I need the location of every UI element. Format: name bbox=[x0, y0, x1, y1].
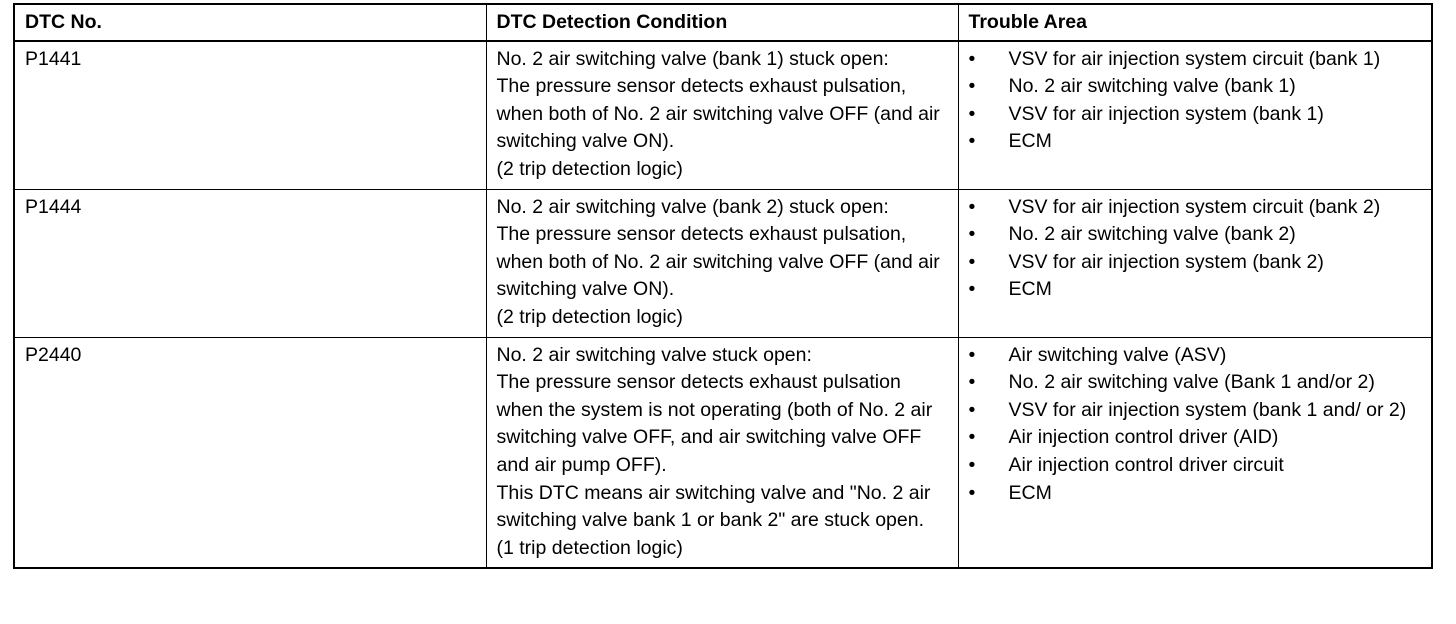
trouble-area-list bbox=[969, 342, 1422, 508]
trouble-area-text: VSV for air injection system circuit (bank 1) bbox=[1008, 47, 1381, 70]
list-item bbox=[969, 397, 1422, 425]
list-item bbox=[969, 73, 1422, 101]
condition-line: (2 trip detection logic) bbox=[496, 305, 683, 328]
list-item bbox=[969, 194, 1422, 222]
list-item bbox=[969, 480, 1422, 508]
bullet-icon: • bbox=[968, 426, 976, 449]
trouble-area-text: VSV for air injection system (bank 1 and/ or 2) bbox=[1008, 398, 1407, 421]
bullet-icon: • bbox=[968, 250, 976, 273]
bullet-icon: • bbox=[968, 481, 976, 504]
table-row bbox=[14, 41, 1432, 189]
header-detection-condition: DTC Detection Condition bbox=[486, 4, 958, 41]
trouble-area-list bbox=[969, 194, 1422, 304]
table-row bbox=[14, 189, 1432, 337]
detection-condition-cell bbox=[486, 189, 958, 337]
bullet-icon: • bbox=[968, 453, 976, 476]
list-item bbox=[969, 276, 1422, 304]
trouble-area-cell bbox=[958, 41, 1432, 189]
trouble-area-text: VSV for air injection system circuit (bank 2) bbox=[1008, 195, 1381, 218]
condition-line: The pressure sensor detects exhaust pulsation, when both of No. 2 air switching valve OFF (and air switching valve ON). bbox=[496, 223, 940, 301]
detection-condition-cell bbox=[486, 337, 958, 568]
bullet-icon: • bbox=[968, 398, 976, 421]
list-item bbox=[969, 46, 1422, 74]
condition-line: This DTC means air switching valve and "No. 2 air switching valve bank 1 or bank 2" are stuck open. bbox=[496, 481, 931, 532]
trouble-area-text: ECM bbox=[1008, 130, 1052, 153]
list-item bbox=[969, 249, 1422, 277]
bullet-icon: • bbox=[968, 47, 976, 70]
bullet-icon: • bbox=[968, 343, 976, 366]
dtc-code-cell: P1444 bbox=[14, 189, 486, 337]
trouble-area-text: Air switching valve (ASV) bbox=[1008, 343, 1227, 366]
trouble-area-cell bbox=[958, 337, 1432, 568]
dtc-code-cell: P1441 bbox=[14, 41, 486, 189]
bullet-icon: • bbox=[968, 102, 976, 125]
condition-line: No. 2 air switching valve (bank 1) stuck open: bbox=[496, 47, 889, 70]
list-item bbox=[969, 424, 1422, 452]
list-item bbox=[969, 128, 1422, 156]
trouble-area-text: Air injection control driver (AID) bbox=[1008, 426, 1279, 449]
condition-line: (1 trip detection logic) bbox=[496, 536, 683, 559]
list-item bbox=[969, 221, 1422, 249]
trouble-area-text: Air injection control driver circuit bbox=[1008, 453, 1284, 476]
trouble-area-text: No. 2 air switching valve (bank 1) bbox=[1008, 75, 1296, 98]
bullet-icon: • bbox=[968, 223, 976, 246]
bullet-icon: • bbox=[968, 195, 976, 218]
trouble-area-text: ECM bbox=[1008, 481, 1052, 504]
table-row bbox=[14, 337, 1432, 568]
condition-line: The pressure sensor detects exhaust pulsation when the system is not operating (both of No. 2 air switching valve OFF, and air switching valve OFF and air pump OFF). bbox=[496, 371, 933, 476]
condition-line: (2 trip detection logic) bbox=[496, 157, 683, 180]
detection-condition-cell bbox=[486, 41, 958, 189]
header-trouble-area: Trouble Area bbox=[958, 4, 1432, 41]
list-item bbox=[969, 452, 1422, 480]
list-item bbox=[969, 369, 1422, 397]
bullet-icon: • bbox=[968, 371, 976, 394]
bullet-icon: • bbox=[968, 75, 976, 98]
trouble-area-text: No. 2 air switching valve (Bank 1 and/or 2) bbox=[1008, 371, 1375, 394]
trouble-area-text: VSV for air injection system (bank 1) bbox=[1008, 102, 1324, 125]
bullet-icon: • bbox=[968, 278, 976, 301]
dtc-table bbox=[13, 3, 1433, 569]
trouble-area-list bbox=[969, 46, 1422, 156]
condition-line: No. 2 air switching valve (bank 2) stuck open: bbox=[496, 195, 889, 218]
trouble-area-text: No. 2 air switching valve (bank 2) bbox=[1008, 223, 1296, 246]
trouble-area-text: VSV for air injection system (bank 2) bbox=[1008, 250, 1324, 273]
condition-line: The pressure sensor detects exhaust pulsation, when both of No. 2 air switching valve OFF (and air switching valve ON). bbox=[496, 75, 940, 153]
table-header-row bbox=[14, 4, 1432, 41]
trouble-area-cell bbox=[958, 189, 1432, 337]
bullet-icon: • bbox=[968, 130, 976, 153]
trouble-area-text: ECM bbox=[1008, 278, 1052, 301]
header-dtc-no: DTC No. bbox=[14, 4, 486, 41]
list-item bbox=[969, 342, 1422, 370]
condition-line: No. 2 air switching valve stuck open: bbox=[496, 343, 812, 366]
dtc-code-cell: P2440 bbox=[14, 337, 486, 568]
list-item bbox=[969, 101, 1422, 129]
